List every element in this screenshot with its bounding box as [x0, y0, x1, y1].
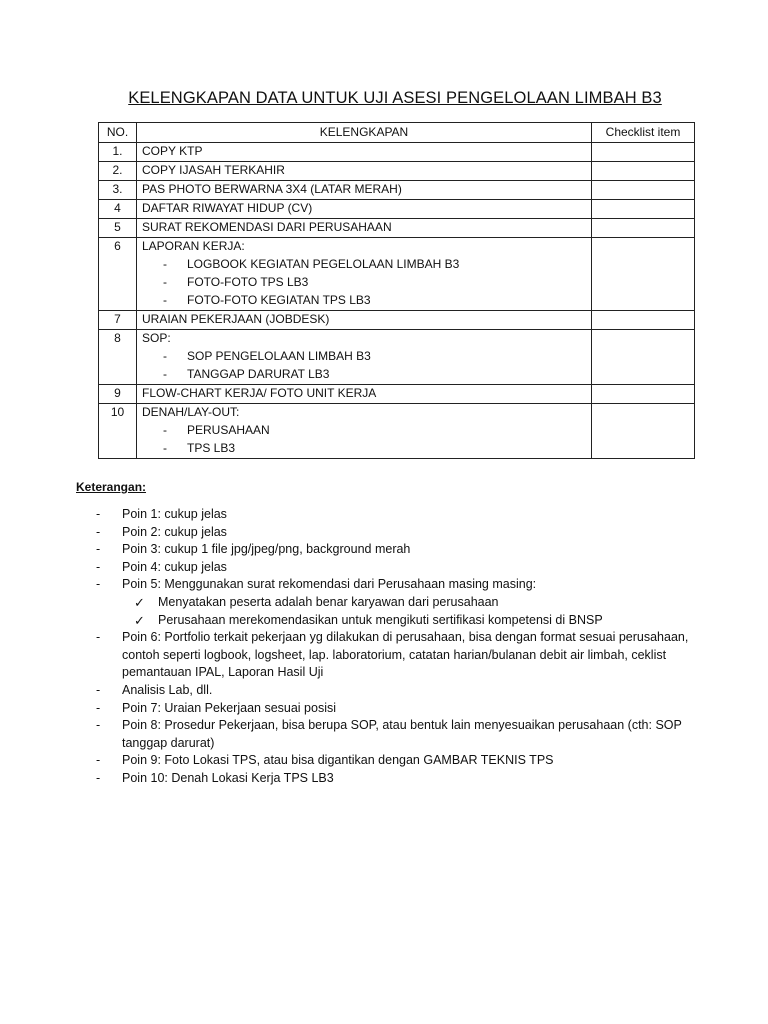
- table-row: [99, 143, 695, 162]
- note-text: Analisis Lab, dll.: [122, 682, 213, 697]
- dash-bullet: -: [96, 524, 101, 539]
- dash-bullet: -: [96, 630, 101, 645]
- row-item: [137, 238, 592, 311]
- note-item: [96, 524, 716, 542]
- row-checklist-cell[interactable]: [592, 311, 695, 330]
- row-checklist-cell[interactable]: [592, 404, 695, 459]
- table-row: [99, 404, 695, 459]
- table-row: [99, 200, 695, 219]
- table-row: [99, 181, 695, 200]
- row-checklist-cell[interactable]: [592, 219, 695, 238]
- row-label: LAPORAN KERJA:: [142, 239, 245, 253]
- row-item: [137, 181, 592, 200]
- row-number: [99, 385, 137, 404]
- dash-bullet: -: [96, 718, 101, 733]
- note-item: [96, 506, 716, 524]
- document-title: KELENGKAPAN DATA UNTUK UJI ASESI PENGELOLAAN LIMBAH B3: [128, 89, 662, 107]
- note-check-item: [96, 612, 716, 630]
- table-row: [99, 311, 695, 330]
- row-number: [99, 143, 137, 162]
- row-sub-item-text: FOTO-FOTO TPS LB3: [187, 275, 309, 289]
- note-item: [96, 682, 716, 700]
- table-row: [99, 219, 695, 238]
- row-number-text: 5: [114, 220, 121, 234]
- note-item: [96, 576, 716, 594]
- row-number-text: 3.: [112, 182, 123, 196]
- row-label: PAS PHOTO BERWARNA 3X4 (LATAR MERAH): [142, 182, 402, 196]
- row-checklist-cell[interactable]: [592, 330, 695, 385]
- row-item: [137, 219, 592, 238]
- dash-bullet: -: [96, 559, 101, 574]
- row-label: SOP:: [142, 331, 171, 345]
- row-number-text: 2.: [112, 163, 123, 177]
- header-item: KELENGKAPAN: [137, 123, 592, 143]
- row-item: [137, 385, 592, 404]
- table-body: [99, 143, 695, 459]
- note-item: [96, 700, 716, 718]
- note-text: Poin 2: cukup jelas: [122, 524, 227, 539]
- row-label: FLOW-CHART KERJA/ FOTO UNIT KERJA: [142, 386, 377, 400]
- row-number-text: 6: [114, 239, 121, 253]
- row-sub-item-text: LOGBOOK KEGIATAN PEGELOLAAN LIMBAH B3: [187, 257, 460, 271]
- row-number-text: 7: [114, 312, 121, 326]
- note-item: [96, 717, 716, 752]
- row-checklist-cell[interactable]: [592, 238, 695, 311]
- row-checklist-cell[interactable]: [592, 200, 695, 219]
- table-row: [99, 162, 695, 181]
- note-text: Poin 10: Denah Lokasi Kerja TPS LB3: [122, 770, 334, 785]
- table-header-row: [99, 123, 695, 143]
- note-item: [96, 541, 716, 559]
- dash-bullet: -: [163, 423, 167, 437]
- note-check-text: Perusahaan merekomendasikan untuk mengikuti sertifikasi kompetensi di BNSP: [158, 612, 603, 627]
- row-number: [99, 238, 137, 311]
- row-number: [99, 200, 137, 219]
- row-label: URAIAN PEKERJAAN (JOBDESK): [142, 312, 330, 326]
- dash-bullet: -: [96, 507, 101, 521]
- notes-heading: Keterangan:: [76, 480, 147, 494]
- row-sub-item-text: TPS LB3: [187, 441, 236, 455]
- row-checklist-cell[interactable]: [592, 162, 695, 181]
- row-number-text: 4: [114, 201, 121, 215]
- row-sub-item: [142, 274, 591, 292]
- row-sub-item: [142, 256, 591, 274]
- checkmark-icon: ✓: [134, 594, 145, 610]
- dash-bullet: -: [163, 349, 167, 363]
- row-sub-item: [142, 422, 591, 440]
- row-sub-item: [142, 348, 591, 366]
- note-text: Poin 4: cukup jelas: [122, 559, 227, 574]
- row-number: [99, 311, 137, 330]
- row-item: [137, 143, 592, 162]
- note-text: Poin 6: Portfolio terkait pekerjaan yg dilakukan di perusahaan, bisa dengan format sesuai perusahaan, contoh seperti logbook, logsheet, lap. laboratorium, catatan harian/bulanan debit air limbah, ceklist pemantauan IPAL, Laporan Hasil Uji: [122, 630, 689, 680]
- row-label: COPY KTP: [142, 144, 203, 158]
- row-item: [137, 162, 592, 181]
- table-row: [99, 330, 695, 385]
- row-number-text: 1.: [112, 144, 123, 158]
- dash-bullet: -: [96, 753, 101, 768]
- dash-bullet: -: [163, 367, 167, 381]
- row-sub-item-text: FOTO-FOTO KEGIATAN TPS LB3: [187, 293, 371, 307]
- dash-bullet: -: [163, 257, 167, 271]
- checkmark-icon: ✓: [134, 612, 145, 628]
- row-label: SURAT REKOMENDASI DARI PERUSAHAAN: [142, 220, 392, 234]
- row-item: [137, 330, 592, 385]
- table-row: [99, 238, 695, 311]
- note-check-text: Menyatakan peserta adalah benar karyawan dari perusahaan: [158, 594, 499, 609]
- row-number-text: 9: [114, 386, 121, 400]
- dash-bullet: -: [96, 700, 101, 715]
- note-text: Poin 7: Uraian Pekerjaan sesuai posisi: [122, 700, 337, 715]
- row-label: COPY IJASAH TERKAHIR: [142, 163, 285, 177]
- note-item: [96, 770, 716, 788]
- row-number: [99, 162, 137, 181]
- row-sub-item-text: SOP PENGELOLAAN LIMBAH B3: [187, 349, 371, 363]
- note-text: Poin 8: Prosedur Pekerjaan, bisa berupa SOP, atau bentuk lain menyesuaikan perusahaan (cth: SOP tanggap darurat): [122, 718, 682, 750]
- row-checklist-cell[interactable]: [592, 181, 695, 200]
- table-row: [99, 385, 695, 404]
- row-label: DENAH/LAY-OUT:: [142, 405, 240, 419]
- row-number: [99, 330, 137, 385]
- note-item: [96, 629, 716, 682]
- note-check-item: [96, 594, 716, 612]
- row-sub-item-text: PERUSAHAAN: [187, 423, 270, 437]
- requirements-table: [98, 122, 695, 459]
- note-text: Poin 5: Menggunakan surat rekomendasi dari Perusahaan masing masing:: [122, 577, 537, 592]
- row-number: [99, 181, 137, 200]
- dash-bullet: -: [96, 770, 101, 785]
- row-item: [137, 200, 592, 219]
- note-text: Poin 1: cukup jelas: [122, 507, 227, 521]
- dash-bullet: -: [96, 577, 101, 592]
- row-number-text: 8: [114, 331, 121, 345]
- row-label: DAFTAR RIWAYAT HIDUP (CV): [142, 201, 313, 215]
- dash-bullet: -: [96, 682, 101, 697]
- dash-bullet: -: [163, 441, 167, 455]
- note-item: [96, 559, 716, 577]
- row-number-text: 10: [110, 405, 125, 419]
- row-checklist-cell[interactable]: [592, 143, 695, 162]
- note-text: Poin 9: Foto Lokasi TPS, atau bisa digantikan dengan GAMBAR TEKNIS TPS: [122, 753, 554, 768]
- row-sub-item: [142, 440, 591, 458]
- row-sub-item: [142, 292, 591, 310]
- row-number: [99, 404, 137, 459]
- header-no: NO.: [99, 123, 137, 143]
- row-sub-item: [142, 366, 591, 384]
- note-item: [96, 752, 716, 770]
- row-sub-item-text: TANGGAP DARURAT LB3: [187, 367, 330, 381]
- dash-bullet: -: [163, 275, 167, 289]
- notes-list: [96, 506, 716, 788]
- row-number: [99, 219, 137, 238]
- dash-bullet: -: [96, 542, 101, 557]
- header-checklist: Checklist item: [592, 123, 695, 143]
- row-checklist-cell[interactable]: [592, 385, 695, 404]
- dash-bullet: -: [163, 293, 167, 307]
- note-text: Poin 3: cukup 1 file jpg/jpeg/png, background merah: [122, 542, 411, 557]
- row-item: [137, 404, 592, 459]
- row-item: [137, 311, 592, 330]
